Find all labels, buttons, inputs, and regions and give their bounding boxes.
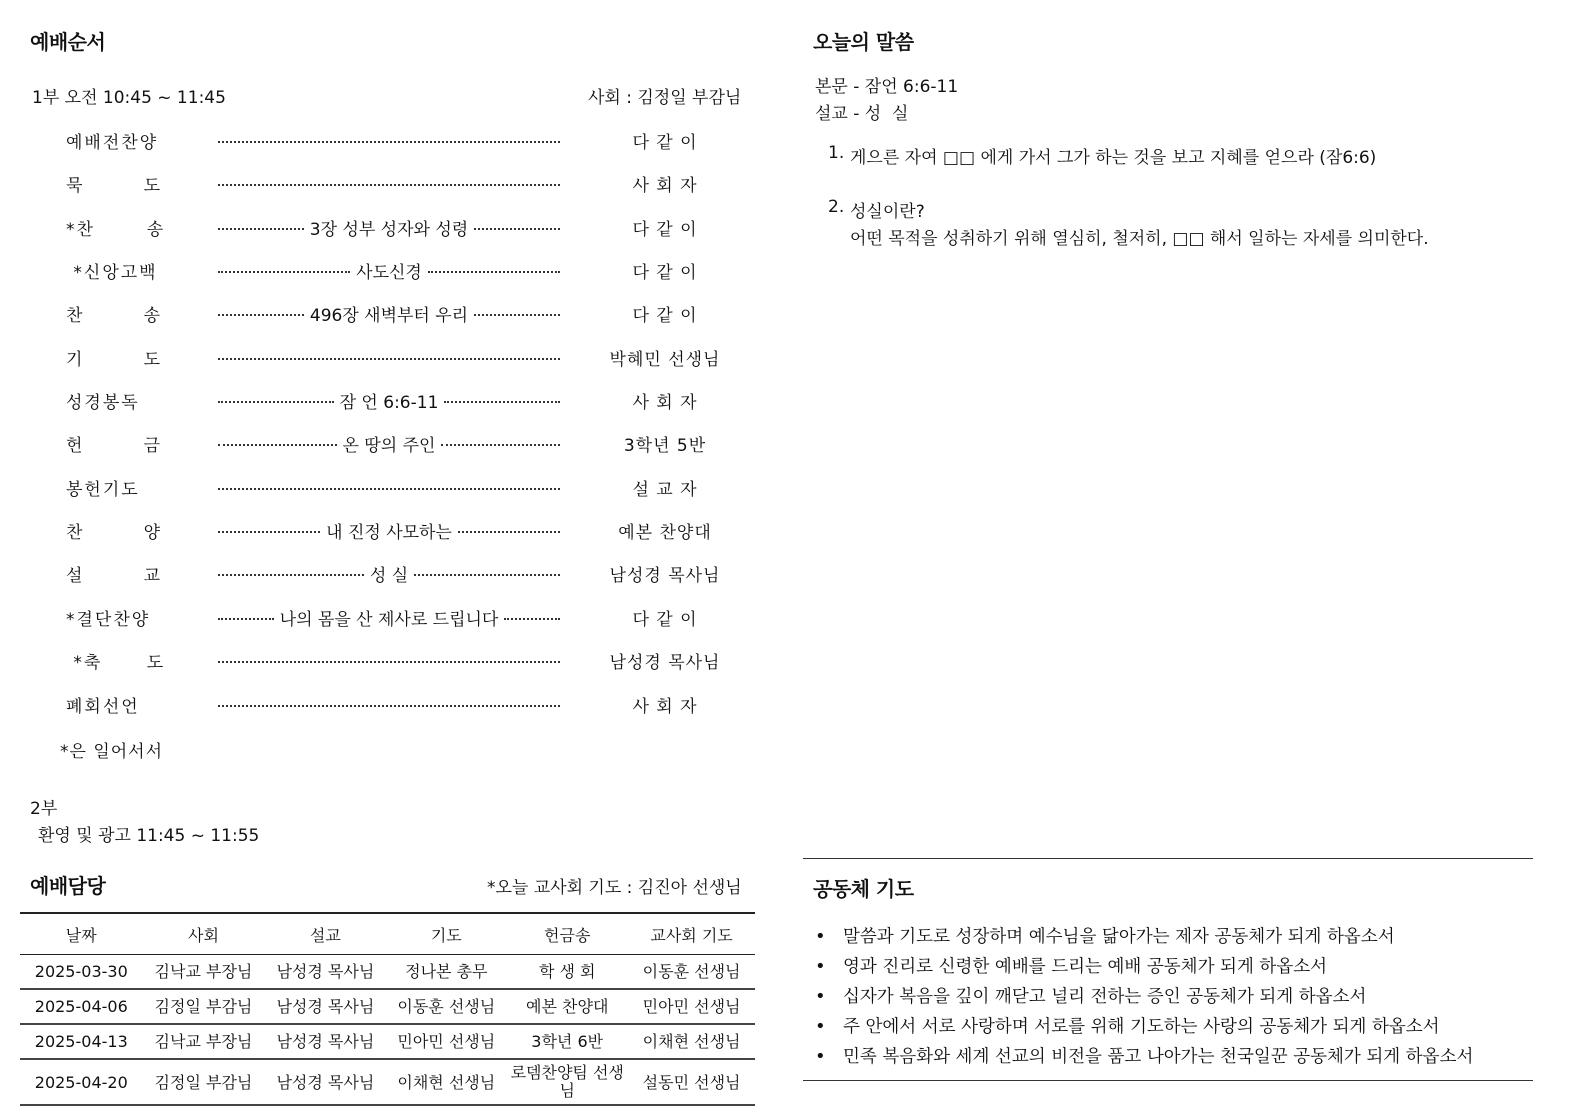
bullet-icon: •: [815, 956, 826, 977]
header-teacher-prayer: 교사회 기도: [628, 913, 755, 955]
order-item-leader-line: [218, 388, 560, 413]
cell-date: 2025-04-06: [20, 989, 143, 1024]
dotted-leader: [444, 401, 560, 403]
prayer-text: 십자가 복음을 깊이 깨닫고 널리 전하는 증인 공동체가 되게 하옵소서: [843, 987, 1367, 1007]
order-row: [60, 342, 760, 372]
order-item-leader-line: [218, 215, 560, 240]
order-item-leader: 남성경 목사님: [609, 652, 721, 673]
order-item-leader: 사 회 자: [632, 392, 698, 413]
dotted-leader: [218, 184, 560, 186]
dotted-leader: [218, 141, 560, 143]
cell-date: 2025-04-13: [20, 1024, 143, 1059]
order-row: [60, 168, 760, 198]
order-item-name: 봉헌기도: [66, 479, 140, 500]
order-item-leader: 사 회 자: [632, 175, 698, 196]
cell-prayer: 이동훈 선생님: [386, 989, 506, 1024]
staff-title: 예배담당: [30, 874, 106, 898]
cell-offering-song: 3학년 6반: [506, 1024, 628, 1059]
staff-table: [20, 912, 755, 1106]
prayer-text: 주 안에서 서로 사랑하며 서로를 위해 기도하는 사랑의 공동체가 되게 하옵소서: [843, 1017, 1440, 1037]
table-row: [20, 1024, 755, 1059]
cell-host: 김정일 부감님: [143, 989, 265, 1024]
order-item-leader-line: [218, 180, 560, 186]
cell-teacher-prayer: 이동훈 선생님: [628, 955, 755, 990]
order-item-leader: 남성경 목사님: [609, 565, 721, 586]
order-row: [60, 602, 760, 632]
cell-date: 2025-04-20: [20, 1059, 143, 1105]
cell-host: 김낙교 부장님: [143, 955, 265, 990]
order-item-name: 폐회선언: [66, 696, 140, 717]
order-item-leader-line: [218, 518, 560, 543]
order-item-detail: 온 땅의 주인: [342, 435, 436, 456]
order-item-leader-line: [218, 258, 560, 283]
order-item-name: *찬 송: [66, 219, 166, 240]
cell-prayer: 민아민 선생님: [386, 1024, 506, 1059]
cell-date: 2025-03-30: [20, 955, 143, 990]
order-row: [60, 212, 760, 242]
order-item-name: 예배전찬양: [66, 132, 159, 153]
cell-sermon: 남성경 목사님: [264, 989, 386, 1024]
order-item-name: 찬 송: [66, 305, 163, 326]
dotted-leader: [218, 401, 334, 403]
order-item-name: 기 도: [66, 349, 163, 370]
header-host: 사회: [143, 913, 265, 955]
dotted-leader: [441, 444, 560, 446]
todays-word-title: 오늘의 말씀: [813, 30, 914, 54]
order-item-leader: 3학년 5반: [623, 435, 707, 456]
point-2-sub: 어떤 목적을 성취하기 위해 열심히, 철저히, □□ 해서 일하는 자세를 의미한다.: [850, 229, 1429, 249]
order-item-name: 헌 금: [66, 435, 163, 456]
list-item: [815, 1042, 1473, 1072]
bullet-icon: •: [815, 1046, 826, 1067]
table-row: [20, 955, 755, 990]
cell-host: 김정일 부감님: [143, 1059, 265, 1105]
dotted-leader: [458, 531, 560, 533]
dotted-leader: [218, 314, 304, 316]
order-item-leader-line: [218, 657, 560, 663]
order-item-name: 성경봉독: [66, 392, 140, 413]
order-item-leader: 다 같 이: [632, 219, 698, 240]
order-item-leader-line: [218, 354, 560, 360]
order-item-name: 찬 양: [66, 522, 163, 543]
order-item-detail: 496장 새벽부터 우리: [309, 305, 469, 326]
staff-note: *오늘 교사회 기도 : 김진아 선생님: [487, 878, 742, 898]
dotted-leader: [218, 705, 560, 707]
dotted-leader: [218, 574, 364, 576]
list-item: [815, 1012, 1473, 1042]
part1-time: 1부 오전 10:45 ~ 11:45: [32, 88, 226, 108]
cell-offering-song: 로뎀찬양팀 선생님: [506, 1059, 628, 1105]
cell-sermon: 남성경 목사님: [264, 1059, 386, 1105]
order-item-detail: 3장 성부 성자와 성령: [309, 219, 469, 240]
dotted-leader: [218, 271, 350, 273]
cell-teacher-prayer: 설동민 선생님: [628, 1059, 755, 1105]
order-item-name: 설 교: [66, 565, 163, 586]
dotted-leader: [218, 661, 560, 663]
dotted-leader: [504, 618, 560, 620]
order-row: [60, 558, 760, 588]
order-item-detail: 나의 몸을 산 제사로 드립니다: [279, 609, 499, 630]
order-item-leader-line: [218, 561, 560, 586]
prayer-text: 영과 진리로 신령한 예배를 드리는 예배 공동체가 되게 하옵소서: [843, 957, 1328, 977]
header-sermon: 설교: [264, 913, 386, 955]
order-item-leader-line: [218, 137, 560, 143]
order-item-leader-line: [218, 701, 560, 707]
order-row: [60, 689, 760, 719]
point-2-text: 성실이란?: [850, 202, 925, 222]
order-item-leader: 설 교 자: [632, 479, 698, 500]
order-item-detail: 사도신경: [356, 262, 422, 283]
header-date: 날짜: [20, 913, 143, 955]
point-1-number: 1.: [828, 143, 845, 163]
order-item-leader-line: [218, 431, 560, 456]
order-of-service-title: 예배순서: [30, 30, 106, 54]
standing-note: *은 일어서서: [60, 742, 164, 762]
order-item-leader: 예본 찬양대: [618, 522, 712, 543]
list-item: [815, 952, 1473, 982]
list-item: [815, 922, 1473, 952]
cell-offering-song: 예본 찬양대: [506, 989, 628, 1024]
point-2-number: 2.: [828, 197, 845, 217]
prayer-text: 민족 복음화와 세계 선교의 비전을 품고 나아가는 천국일꾼 공동체가 되게 하옵소서: [843, 1047, 1474, 1067]
order-item-leader: 사 회 자: [632, 696, 698, 717]
divider-top: [803, 858, 1533, 859]
order-item-leader-line: [218, 605, 560, 630]
dotted-leader: [218, 358, 560, 360]
cell-offering-song: 학 생 회: [506, 955, 628, 990]
point-1: [828, 143, 1376, 168]
part1-host: 사회 : 김정일 부감님: [588, 88, 742, 108]
order-item-name: 묵 도: [66, 175, 163, 196]
order-row: [60, 472, 760, 502]
prayer-text: 말씀과 기도로 성장하며 예수님을 닮아가는 제자 공동체가 되게 하옵소서: [843, 927, 1395, 947]
community-prayer-title: 공동체 기도: [813, 877, 914, 901]
dotted-leader: [474, 228, 560, 230]
header-prayer: 기도: [386, 913, 506, 955]
order-row: [60, 298, 760, 328]
order-item-leader: 다 같 이: [632, 132, 698, 153]
table-row: [20, 989, 755, 1024]
dotted-leader: [218, 531, 320, 533]
part2-label: 2부: [30, 799, 58, 819]
order-item-name: *결단찬양: [66, 609, 151, 630]
point-1-text: 게으른 자여 □□ 에게 가서 그가 하는 것을 보고 지혜를 얻으라 (잠6:6): [850, 148, 1377, 168]
cell-sermon: 남성경 목사님: [264, 1024, 386, 1059]
cell-teacher-prayer: 이채현 선생님: [628, 1024, 755, 1059]
order-item-leader: 다 같 이: [632, 305, 698, 326]
bullet-icon: •: [815, 926, 826, 947]
list-item: [815, 982, 1473, 1012]
order-item-leader: 박혜민 선생님: [609, 349, 721, 370]
order-row: [60, 515, 760, 545]
dotted-leader: [218, 444, 337, 446]
order-row: [60, 385, 760, 415]
cell-sermon: 남성경 목사님: [264, 955, 386, 990]
dotted-leader: [414, 574, 560, 576]
header-offering-song: 헌금송: [506, 913, 628, 955]
bullet-icon: •: [815, 1016, 826, 1037]
order-item-leader: 다 같 이: [632, 262, 698, 283]
table-header-row: [20, 913, 755, 955]
order-item-leader-line: [218, 301, 560, 326]
order-row: [60, 125, 760, 155]
scripture-reference: 본문 - 잠언 6:6-11: [815, 77, 959, 97]
cell-host: 김낙교 부장님: [143, 1024, 265, 1059]
part2-desc: 환영 및 광고 11:45 ~ 11:55: [38, 826, 260, 846]
table-row: [20, 1059, 755, 1105]
order-item-leader: 다 같 이: [632, 609, 698, 630]
dotted-leader: [218, 618, 274, 620]
order-item-name: *신앙고백: [66, 262, 158, 283]
order-item-detail: 성 실: [369, 565, 409, 586]
bullet-icon: •: [815, 986, 826, 1007]
order-row: [60, 255, 760, 285]
order-row: [60, 645, 760, 675]
dotted-leader: [474, 314, 560, 316]
order-item-name: *축 도: [66, 652, 166, 673]
point-2: [828, 197, 925, 222]
cell-prayer: 정나본 총무: [386, 955, 506, 990]
community-prayer-list: [815, 922, 1473, 1072]
dotted-leader: [218, 488, 560, 490]
order-row: [60, 428, 760, 458]
cell-teacher-prayer: 민아민 선생님: [628, 989, 755, 1024]
order-item-leader-line: [218, 484, 560, 490]
dotted-leader: [218, 228, 304, 230]
sermon-title: 설교 - 성 실: [815, 104, 909, 124]
divider-bottom: [803, 1080, 1533, 1081]
cell-prayer: 이채현 선생님: [386, 1059, 506, 1105]
order-item-detail: 잠 언 6:6-11: [339, 392, 439, 413]
order-item-detail: 내 진정 사모하는: [326, 522, 452, 543]
dotted-leader: [428, 271, 560, 273]
